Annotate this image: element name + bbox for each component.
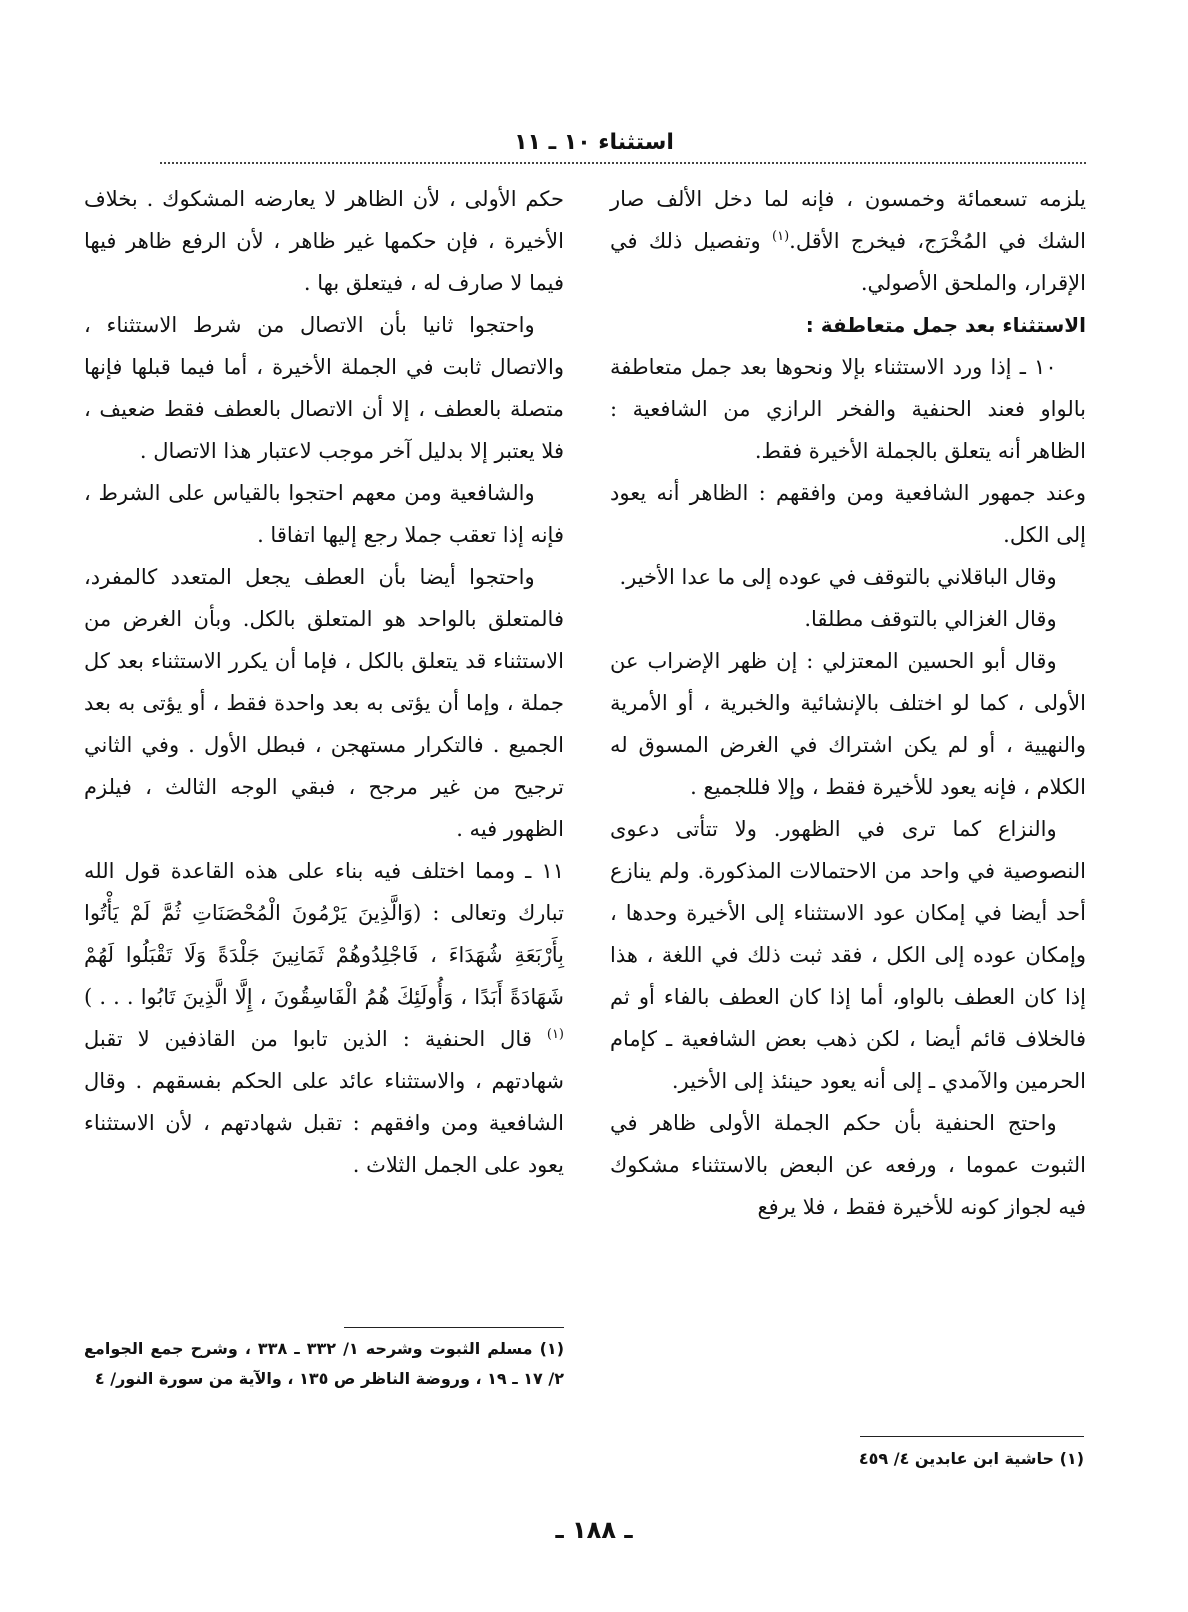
- footnote-divider: [344, 1327, 564, 1328]
- right-column: [610, 178, 1086, 1228]
- paragraph: واحتجوا ثانيا بأن الاتصال من شرط الاستثناء ، والاتصال ثابت في الجملة الأخيرة ، أما فيما قبلها فإنها متصلة بالعطف ، إلا أن الاتصال بالعطف فقط ضعيف ، فلا يعتبر إلا بدليل آخر موجب لاعتبار هذا الاتصال .: [84, 313, 564, 463]
- section-heading: الاستثناء بعد جمل متعاطفة :: [805, 313, 1086, 337]
- footnote-reference: (١): [772, 229, 790, 244]
- page-header-title: استثناء ١٠ ـ ١١: [514, 130, 674, 155]
- header-dotted-divider: [160, 162, 1086, 164]
- paragraph: واحتجوا أيضا بأن العطف يجعل المتعدد كالمفرد، فالمتعلق بالواحد هو المتعلق بالكل. وبأن الغرض من الاستثناء قد يتعلق بالكل ، فإما أن يكرر الاستثناء بعد كل جملة ، وإما أن يؤتى به بعد واحدة فقط ، أو يؤتى به بعد الجميع . فالتكرار مستهجن ، فبطل الأول . وفي الثاني ترجيح من غير مرجح ، فبقي الوجه الثالث ، فيلزم الظهور فيه .: [84, 565, 564, 841]
- footnote-reference: (١): [546, 1027, 564, 1042]
- paragraph: ١٠ ـ إذا ورد الاستثناء بإلا ونحوها بعد جمل متعاطفة بالواو فعند الحنفية والفخر الرازي من الشافعية : الظاهر أنه يتعلق بالجملة الأخيرة فقط.: [610, 355, 1086, 463]
- paragraph: وعند جمهور الشافعية ومن وافقهم : الظاهر أنه يعود إلى الكل.: [610, 481, 1086, 547]
- footnote: (١) مسلم الثبوت وشرحه ١/ ٣٣٢ ـ ٣٣٨ ، وشرح جمع الجوامع ٢/ ١٧ ـ ١٩ ، وروضة الناظر ص ١٣٥ ، والآية من سورة النور/ ٤: [84, 1339, 564, 1388]
- paragraph-text: قال الحنفية : الذين تابوا من القاذفين لا تقبل شهادتهم ، والاستثناء عائد على الحكم بفسقهم . وقال الشافعية ومن وافقهم : تقبل شهادتهم ، لأن الاستثناء يعود على الجمل الثلاث .: [84, 1027, 564, 1177]
- page-number: ـ ١٨٨ ـ: [555, 1516, 633, 1544]
- paragraph: والشافعية ومن معهم احتجوا بالقياس على الشرط ، فإنه إذا تعقب جملا رجع إليها اتفاقا .: [84, 481, 564, 547]
- paragraph: واحتج الحنفية بأن حكم الجملة الأولى ظاهر في الثبوت عموما ، ورفعه عن البعض بالاستثناء مشكوك فيه لجواز كونه للأخيرة فقط ، فلا يرفع: [610, 1111, 1086, 1219]
- paragraph: وقال الباقلاني بالتوقف في عوده إلى ما عدا الأخير.: [619, 565, 1057, 589]
- left-column: [84, 178, 564, 1186]
- paragraph: وقال الغزالي بالتوقف مطلقا.: [804, 607, 1057, 631]
- paragraph-text: ١١ ـ ومما اختلف فيه بناء على هذه القاعدة قول الله تبارك وتعالى : (وَالَّذِينَ يَرْمُونَ الْمُحْصَنَاتِ ثُمَّ لَمْ يَأْتُوا بِأَرْبَعَةِ شُهَدَاءَ ، فَاجْلِدُوهُمْ ثَمَانِينَ جَلْدَةً وَلَا تَقْبَلُوا لَهُمْ شَهَادَةً أَبَدًا ، وَأُولَئِكَ هُمُ الْفَاسِقُونَ ، إِلَّا الَّذِينَ تَابُوا . . . ): [84, 859, 564, 1009]
- paragraph-text: وتفصيل ذلك في الإقرار، والملحق الأصولي.: [610, 229, 1086, 295]
- paragraph: [84, 850, 564, 1186]
- footnote-divider: [860, 1436, 1084, 1437]
- paragraph: والنزاع كما ترى في الظهور. ولا تتأتى دعوى النصوصية في واحد من الاحتمالات المذكورة. ولم ينازع أحد أيضا في إمكان عود الاستثناء إلى الأخيرة وحدها ، وإمكان عوده إلى الكل ، فقد ثبت ذلك في اللغة ، هذا إذا كان العطف بالواو، أما إذا كان العطف بالفاء أو ثم فالخلاف قائم أيضا ، لكن ذهب بعض الشافعية ـ كإمام الحرمين والآمدي ـ إلى أنه يعود حينئذ إلى الأخير.: [610, 817, 1086, 1093]
- paragraph: حكم الأولى ، لأن الظاهر لا يعارضه المشكوك . بخلاف الأخيرة ، فإن حكمها غير ظاهر ، لأن الرفع ظاهر فيها فيما لا صارف له ، فيتعلق بها .: [84, 187, 564, 295]
- footnote: (١) حاشية ابن عابدين ٤/ ٤٥٩: [858, 1449, 1084, 1468]
- paragraph: [610, 178, 1086, 304]
- paragraph-text: يلزمه تسعمائة وخمسون ، فإنه لما دخل الألف صار الشك في المُخْرَج، فيخرج الأقل.: [610, 187, 1086, 253]
- paragraph: وقال أبو الحسين المعتزلي : إن ظهر الإضراب عن الأولى ، كما لو اختلف بالإنشائية والخبرية ، أو الأمرية والنهيية ، أو لم يكن اشتراك في الغرض المسوق له الكلام ، فإنه يعود للأخيرة فقط ، وإلا فللجميع .: [610, 649, 1086, 799]
